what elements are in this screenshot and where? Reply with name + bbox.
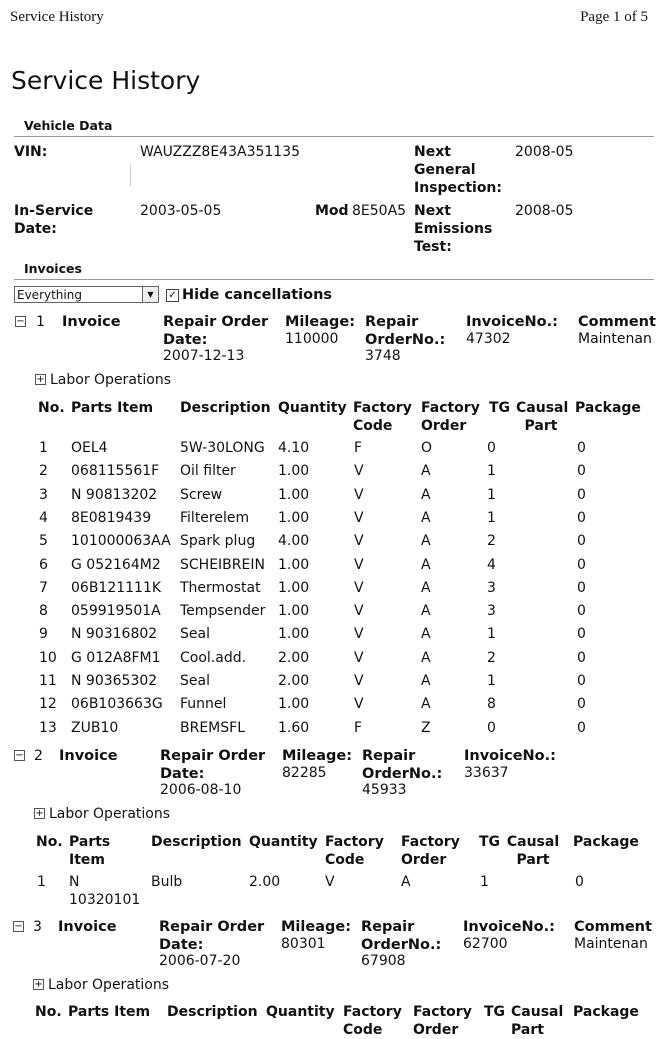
- expand-icon[interactable]: +: [34, 979, 43, 990]
- table-cell: 4: [487, 556, 496, 573]
- table-cell: Funnel: [180, 696, 227, 713]
- table-cell: N 90316802: [71, 626, 158, 643]
- invoice-index: 2: [34, 748, 43, 764]
- table-cell: A: [421, 649, 431, 666]
- table-cell: 1.00: [278, 463, 310, 480]
- table-cell: 0: [577, 696, 586, 713]
- col-quantity: Quantity: [249, 834, 318, 850]
- divider: [130, 164, 131, 186]
- table-cell: A: [401, 874, 411, 890]
- table-cell: V: [354, 603, 364, 620]
- col-causal-part: Causal Part: [511, 1004, 564, 1038]
- col-description: Description: [180, 400, 271, 416]
- repair-order-no-value: 67908: [361, 953, 406, 969]
- header-title: Service History: [10, 9, 104, 25]
- table-cell: 0: [577, 649, 586, 666]
- table-cell: BREMSFL: [180, 719, 245, 736]
- next-emissions-label: Next Emissions Test:: [414, 203, 493, 255]
- table-cell: F: [354, 719, 363, 736]
- vin-value: WAUZZZ8E43A351135: [140, 144, 301, 160]
- vin-label: VIN:: [14, 144, 48, 160]
- collapse-icon[interactable]: −: [15, 750, 24, 761]
- table-cell: V: [354, 533, 364, 550]
- table-cell: A: [421, 556, 431, 573]
- expand-icon[interactable]: +: [36, 374, 45, 385]
- table-cell: 1.00: [278, 626, 310, 643]
- repair-order-date-label: Repair Order Date:: [160, 748, 266, 782]
- labor-operations-toggle[interactable]: Labor Operations: [48, 977, 170, 993]
- invoice-label: Invoice: [62, 314, 121, 330]
- repair-order-date-value: 2007-12-13: [163, 348, 245, 364]
- page-title: Service History: [11, 66, 201, 95]
- next-emissions-value: 2008-05: [515, 203, 574, 219]
- col-package: Package: [575, 400, 641, 416]
- table-cell: V: [354, 556, 364, 573]
- page-indicator: Page 1 of 5: [580, 9, 648, 25]
- collapse-icon[interactable]: −: [14, 921, 23, 932]
- divider: [14, 279, 654, 280]
- col-parts-item: Parts Item: [68, 1004, 151, 1020]
- col-causal-part: Causal Part: [506, 834, 560, 868]
- table-cell: 0: [577, 533, 586, 550]
- table-cell: V: [354, 649, 364, 666]
- table-cell: 1: [487, 509, 496, 526]
- table-cell: 1.60: [278, 719, 310, 736]
- table-cell: 1.00: [278, 556, 310, 573]
- col-factory-code: Factory Code: [353, 400, 412, 434]
- table-cell: 2: [487, 533, 496, 550]
- chevron-down-icon[interactable]: ▼: [142, 287, 158, 302]
- table-cell: V: [354, 673, 364, 689]
- table-cell: 11: [39, 673, 57, 689]
- table-cell: 3: [487, 579, 496, 596]
- col-factory-code: Factory Code: [325, 834, 384, 868]
- divider: [14, 136, 654, 137]
- table-cell: 8E0819439: [71, 509, 152, 526]
- comment-label: Comment: [574, 919, 652, 935]
- table-cell: 2: [487, 649, 496, 666]
- table-cell: V: [354, 463, 364, 480]
- table-cell: A: [421, 603, 431, 620]
- mileage-value: 82285: [282, 765, 327, 781]
- invoice-no-label: InvoiceNo.:: [463, 919, 555, 935]
- mileage-label: Mileage:: [285, 314, 356, 330]
- table-cell: 13: [39, 719, 57, 736]
- table-cell: 06B103663G: [71, 696, 163, 713]
- table-cell: 1: [487, 463, 496, 480]
- table-cell: OEL4: [71, 440, 108, 456]
- table-cell: 2: [39, 463, 48, 480]
- repair-order-no-label: Repair OrderNo.:: [365, 314, 446, 348]
- col-package: Package: [573, 834, 639, 850]
- table-cell: 06B121111K: [71, 579, 162, 596]
- table-cell: 6: [39, 556, 48, 573]
- table-cell: 059919501A: [71, 603, 161, 620]
- table-cell: A: [421, 463, 431, 480]
- col-parts-item: Parts Item: [69, 834, 111, 868]
- vehicle-data-heading: Vehicle Data: [24, 118, 113, 133]
- table-cell: Cool.add.: [180, 649, 247, 666]
- col-no: No.: [35, 1004, 62, 1020]
- table-cell: A: [421, 486, 431, 503]
- table-cell: 1.00: [278, 509, 310, 526]
- table-cell: A: [421, 696, 431, 713]
- filter-select-value: Everything: [17, 288, 82, 302]
- table-cell: 10: [39, 649, 57, 666]
- table-cell: Z: [421, 719, 431, 736]
- table-cell: A: [421, 579, 431, 596]
- mod-value: 8E50A5: [352, 203, 407, 219]
- table-cell: 4: [39, 509, 48, 526]
- table-cell: 0: [577, 486, 586, 503]
- table-cell: 9: [39, 626, 48, 643]
- table-cell: 2.00: [249, 874, 281, 890]
- table-cell: V: [325, 874, 335, 890]
- table-cell: A: [421, 673, 431, 689]
- table-cell: 0: [577, 719, 586, 736]
- col-tg: TG: [484, 1004, 506, 1020]
- table-cell: 068115561F: [71, 463, 160, 480]
- table-cell: 1.00: [278, 696, 310, 713]
- table-cell: Seal: [180, 626, 210, 643]
- table-cell: F: [354, 440, 363, 456]
- table-cell: 12: [39, 696, 57, 713]
- invoice-index: 3: [33, 919, 42, 935]
- col-tg: TG: [479, 834, 501, 850]
- col-package: Package: [573, 1004, 639, 1020]
- table-cell: 0: [577, 556, 586, 573]
- col-factory-order: Factory Order: [421, 400, 480, 434]
- invoice-index: 1: [36, 314, 45, 330]
- table-cell: 2.00: [278, 649, 310, 666]
- repair-order-date-label: Repair Order Date:: [163, 314, 269, 348]
- invoice-no-label: InvoiceNo.:: [464, 748, 556, 764]
- col-quantity: Quantity: [266, 1004, 335, 1020]
- mileage-label: Mileage:: [282, 748, 353, 764]
- table-cell: N 90813202: [71, 486, 158, 503]
- invoices-heading: Invoices: [24, 261, 82, 276]
- invoice-no-value: 47302: [466, 331, 511, 347]
- comment-value: Maintenan: [578, 331, 652, 347]
- table-cell: 0: [577, 579, 586, 596]
- repair-order-no-value: 45933: [362, 782, 407, 798]
- table-cell: O: [421, 440, 433, 456]
- table-cell: A: [421, 626, 431, 643]
- table-cell: 2.00: [278, 673, 310, 689]
- table-cell: 1: [480, 874, 489, 890]
- invoice-no-value: 33637: [464, 765, 509, 781]
- table-cell: 0: [487, 440, 496, 456]
- table-cell: V: [354, 696, 364, 713]
- labor-operations-toggle[interactable]: Labor Operations: [50, 372, 172, 388]
- table-cell: 1.00: [278, 603, 310, 620]
- labor-operations-toggle[interactable]: Labor Operations: [49, 806, 171, 822]
- table-cell: 7: [39, 579, 48, 596]
- table-cell: 1: [39, 440, 48, 456]
- table-cell: Spark plug: [180, 533, 256, 550]
- table-cell: 3: [487, 603, 496, 620]
- repair-order-no-label: Repair OrderNo.:: [362, 748, 443, 782]
- table-cell: 0: [577, 440, 586, 456]
- comment-value: Maintenan: [574, 936, 648, 952]
- table-cell: 0: [487, 719, 496, 736]
- mod-label: Mod: [315, 203, 349, 219]
- hide-cancellations-label: Hide cancellations: [182, 287, 333, 303]
- table-cell: V: [354, 509, 364, 526]
- table-cell: Oil filter: [180, 463, 236, 480]
- repair-order-no-value: 3748: [365, 348, 401, 364]
- table-cell: 0: [577, 603, 586, 620]
- table-cell: 1: [487, 626, 496, 643]
- table-cell: 0: [575, 874, 584, 890]
- table-cell: 1.00: [278, 579, 310, 596]
- table-cell: 101000063AA: [71, 533, 171, 550]
- table-cell: 1.00: [278, 486, 310, 503]
- next-inspection-label: Next General Inspection:: [414, 144, 502, 196]
- col-factory-code: Factory Code: [343, 1004, 402, 1038]
- table-cell: 4.00: [278, 533, 310, 550]
- table-cell: Filterelem: [180, 509, 250, 526]
- repair-order-date-label: Repair Order Date:: [159, 919, 265, 953]
- table-cell: Bulb: [151, 874, 183, 890]
- table-cell: 4.10: [278, 440, 310, 456]
- table-cell: 1: [487, 486, 496, 503]
- table-cell: ZUB10: [71, 719, 119, 736]
- table-cell: SCHEIBREIN: [180, 556, 265, 573]
- table-cell: 5W-30LONG: [180, 440, 265, 456]
- repair-order-date-value: 2006-07-20: [159, 953, 241, 969]
- col-description: Description: [167, 1004, 258, 1020]
- table-cell: N 10320101: [69, 874, 141, 908]
- table-cell: Seal: [180, 673, 210, 689]
- table-cell: 0: [577, 673, 586, 689]
- table-cell: 5: [39, 533, 48, 550]
- table-cell: G 012A8FM1: [71, 649, 161, 666]
- col-description: Description: [151, 834, 242, 850]
- table-cell: 1: [37, 874, 46, 890]
- mileage-value: 110000: [285, 331, 339, 347]
- mileage-value: 80301: [281, 936, 326, 952]
- table-cell: 3: [39, 486, 48, 503]
- table-cell: A: [421, 509, 431, 526]
- col-quantity: Quantity: [278, 400, 347, 416]
- table-cell: G 052164M2: [71, 556, 161, 573]
- mileage-label: Mileage:: [281, 919, 352, 935]
- invoice-label: Invoice: [59, 748, 118, 764]
- table-cell: V: [354, 626, 364, 643]
- repair-order-date-value: 2006-08-10: [160, 782, 242, 798]
- table-cell: N 90365302: [71, 673, 158, 689]
- col-no: No.: [36, 834, 63, 850]
- table-cell: 0: [577, 463, 586, 480]
- table-cell: Screw: [180, 486, 223, 503]
- table-cell: 8: [39, 603, 48, 620]
- in-service-label: In-Service Date:: [14, 203, 94, 237]
- table-cell: V: [354, 579, 364, 596]
- invoice-label: Invoice: [58, 919, 117, 935]
- col-causal-part: Causal Part: [516, 400, 569, 434]
- table-cell: V: [354, 486, 364, 503]
- filter-select[interactable]: [14, 286, 159, 303]
- col-no: No.: [38, 400, 65, 416]
- table-cell: A: [421, 533, 431, 550]
- repair-order-no-label: Repair OrderNo.:: [361, 919, 442, 953]
- next-inspection-value: 2008-05: [515, 144, 574, 160]
- table-cell: 8: [487, 696, 496, 713]
- comment-label: Comment: [578, 314, 656, 330]
- expand-icon[interactable]: +: [35, 808, 44, 819]
- table-cell: 0: [577, 626, 586, 643]
- invoice-no-value: 62700: [463, 936, 508, 952]
- col-tg: TG: [489, 400, 511, 416]
- table-cell: Tempsender: [180, 603, 266, 620]
- table-cell: Thermostat: [180, 579, 261, 596]
- collapse-icon[interactable]: −: [16, 316, 25, 327]
- in-service-value: 2003-05-05: [140, 203, 222, 219]
- col-factory-order: Factory Order: [401, 834, 460, 868]
- col-parts-item: Parts Item: [71, 400, 154, 416]
- invoice-no-label: InvoiceNo.:: [466, 314, 558, 330]
- table-cell: 0: [577, 509, 586, 526]
- hide-cancellations-checkbox[interactable]: ✓: [166, 289, 179, 302]
- col-factory-order: Factory Order: [413, 1004, 472, 1038]
- table-cell: 1: [487, 673, 496, 689]
